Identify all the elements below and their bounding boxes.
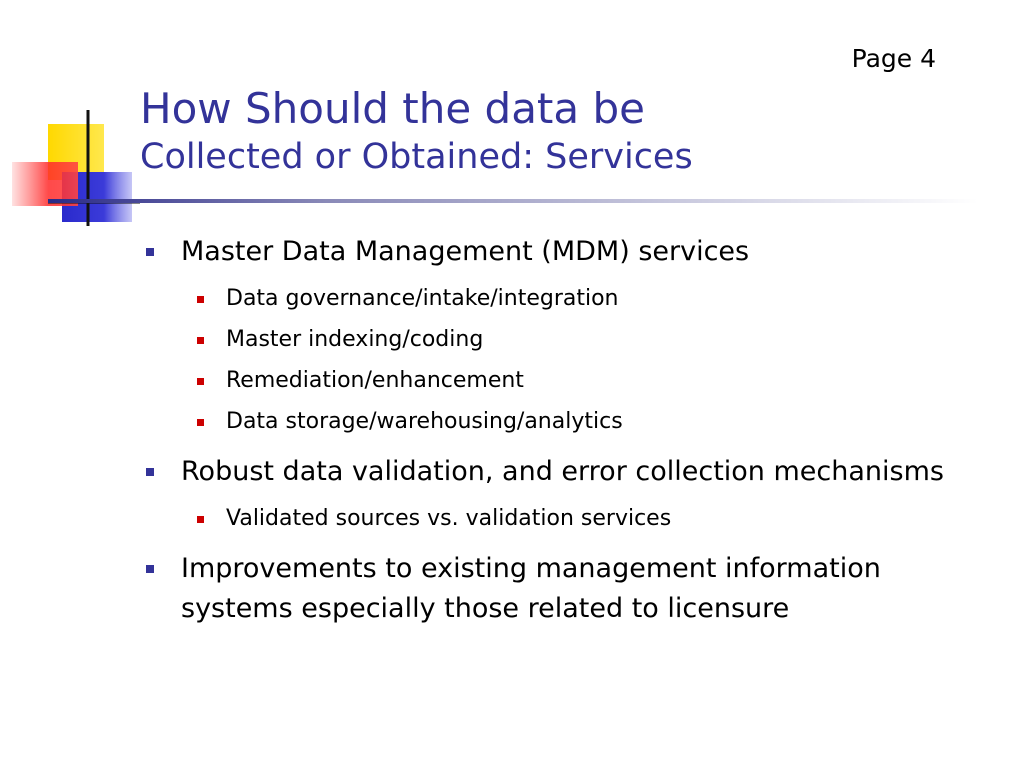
sub-bullet-text: Master indexing/coding (226, 327, 484, 352)
square-bullet-icon (197, 516, 204, 523)
sub-bullet-item (140, 401, 980, 442)
bullet-list (140, 232, 980, 635)
square-bullet-icon (197, 419, 204, 426)
square-bullet-icon (197, 337, 204, 344)
square-bullet-icon (197, 296, 204, 303)
sub-bullet-item (140, 360, 980, 401)
title-line-2: Collected or Obtained: Services (140, 137, 693, 177)
sub-bullet-text: Data storage/warehousing/analytics (226, 409, 623, 434)
sub-bullet-item (140, 319, 980, 360)
square-bullet-icon (146, 248, 154, 256)
bullet-item (140, 452, 980, 492)
sub-bullet-text: Data governance/intake/integration (226, 286, 619, 311)
square-bullet-icon (197, 378, 204, 385)
square-bullet-icon (146, 565, 154, 573)
title-line-1: How Should the data be (140, 84, 645, 133)
page-number: Page 4 (851, 44, 936, 73)
square-bullet-icon (146, 468, 154, 476)
bullet-text: Robust data validation, and error collection mechanisms (181, 456, 944, 487)
bullet-text: Improvements to existing management information systems especially those related to licensure (181, 553, 881, 624)
sub-bullet-list (140, 278, 980, 442)
sub-bullet-text: Validated sources vs. validation services (226, 506, 672, 531)
sub-bullet-text: Remediation/enhancement (226, 368, 524, 393)
bullet-item (140, 549, 980, 629)
logo-squares-decoration (0, 0, 150, 240)
bullet-text: Master Data Management (MDM) services (181, 236, 750, 267)
sub-bullet-item (140, 498, 980, 539)
bullet-item (140, 232, 980, 272)
slide-title (140, 84, 980, 180)
title-underline-rule (48, 198, 978, 204)
sub-bullet-list (140, 498, 980, 539)
sub-bullet-item (140, 278, 980, 319)
